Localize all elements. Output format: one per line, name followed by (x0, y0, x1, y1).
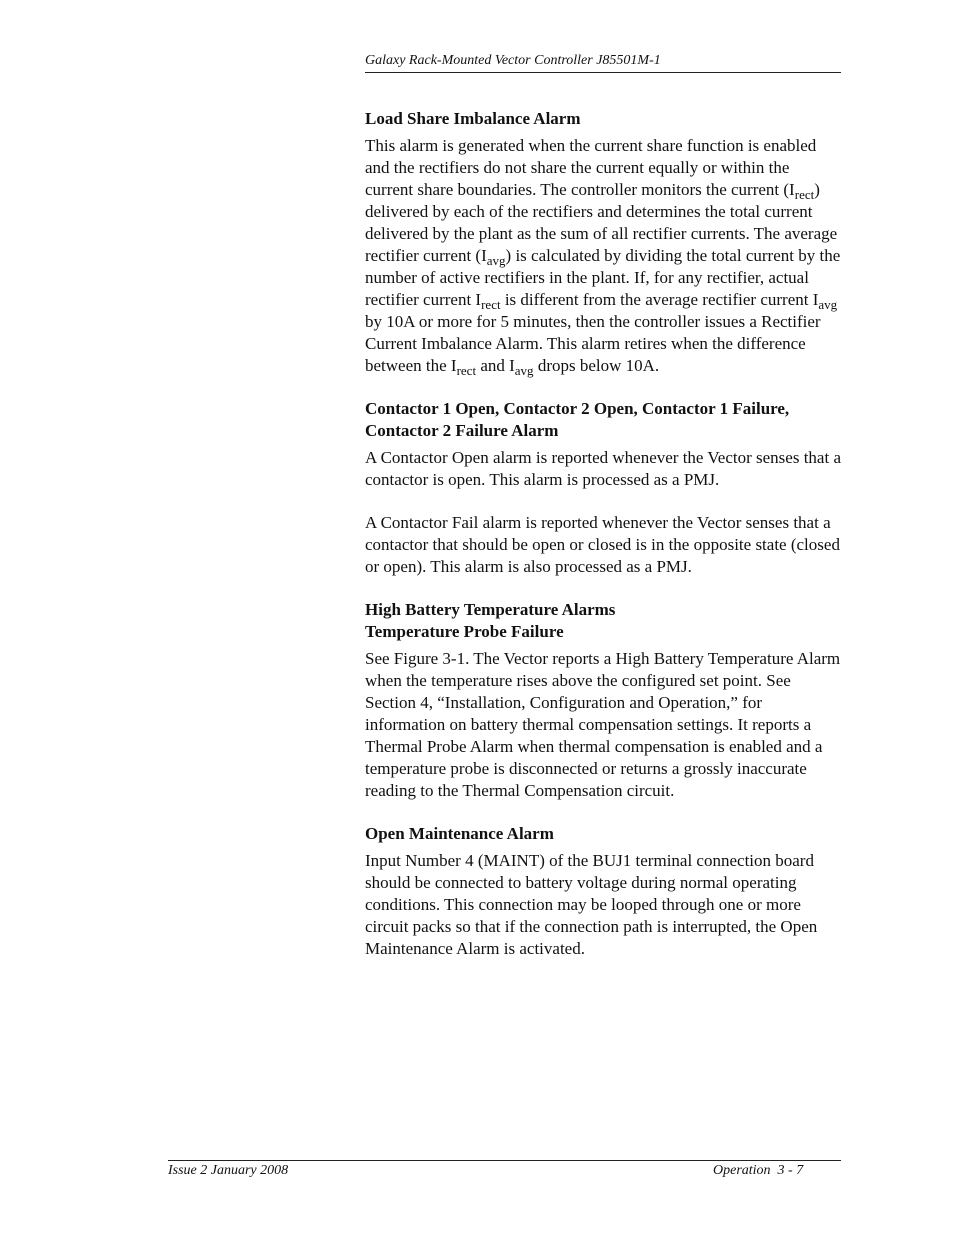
heading-battery-temperature: High Battery Temperature Alarms Temperature Probe Failure (365, 600, 616, 641)
paragraph-load-share: This alarm is generated when the current share function is enabled and the rectifiers do not share the current equally or within the current share boundaries. The controller monitors the current $(I_{rect})$ delivered by each of the rectifiers and determines the total current delivered by the plant as the sum of all rectifier currents. The average rectifier current $(I_{avg})$ is calculated by dividing the total current by the number of active rectifiers in the plant. If, for any rectifier, actual rectifier current $I_{rect}$ is different from the average rectifier current $I_{avg}$ by 10A or more for 5 minutes, then the controller issues a Rectifier Current Imbalance Alarm. This alarm retires when the difference between the $I_{rect}$ and $I_{avg}$ drops below 10A. (365, 136, 841, 378)
footer-page-number: Operation 3 - 7 (713, 1163, 804, 1178)
heading-open-maintenance: Open Maintenance Alarm (365, 824, 554, 843)
section-load-share (365, 108, 841, 377)
footer-rule (168, 1160, 841, 1161)
paragraph-battery-temperature: See Figure 3-1. The Vector reports a High Battery Temperature Alarm when the temperature rises above the configured set point. See Section 4, “Installation, Configuration and Operation,” for information on battery thermal compensation settings. It reports a Thermal Probe Alarm when thermal compensation is enabled and a temperature probe is disconnected or returns a grossly inaccurate reading to the Thermal Compensation circuit. (365, 649, 841, 800)
paragraph-contactor-open: A Contactor Open alarm is reported whenever the Vector senses that a contactor is open. This alarm is processed as a PMJ. (365, 448, 841, 489)
header-rule (365, 72, 841, 73)
page-body (365, 108, 841, 960)
heading-contactor: Contactor 1 Open, Contactor 2 Open, Contactor 1 Failure, Contactor 2 Failure Alarm (365, 399, 790, 440)
section-open-maintenance (365, 823, 841, 960)
footer-issue-date: Issue 2 January 2008 (168, 1163, 289, 1178)
section-battery-temperature (365, 599, 841, 802)
running-header: Galaxy Rack-Mounted Vector Controller J85501M-1 (365, 53, 661, 68)
paragraph-open-maintenance: Input Number 4 (MAINT) of the BUJ1 terminal connection board should be connected to battery voltage during normal operating conditions. This connection may be looped through one or more circuit packs so that if the connection path is interrupted, the Open Maintenance Alarm is activated. (365, 851, 818, 958)
paragraph-contactor-fail: A Contactor Fail alarm is reported whenever the Vector senses that a contactor that should be open or closed is in the opposite state (closed or open). This alarm is also processed as a PMJ. (365, 513, 840, 576)
heading-load-share: Load Share Imbalance Alarm (365, 109, 581, 128)
section-contactor (365, 398, 841, 578)
